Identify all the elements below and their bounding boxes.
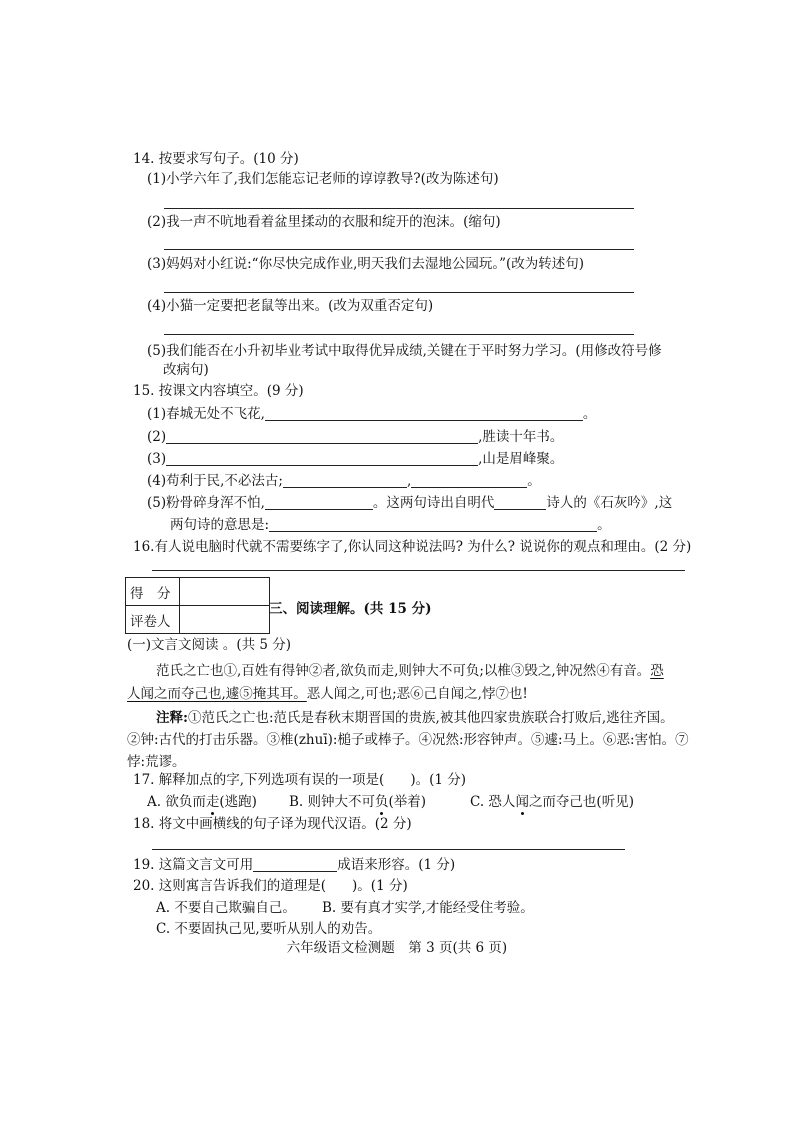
q20-option-a: A. 不要自己欺骗自己。	[156, 900, 296, 916]
answer-line[interactable]	[164, 208, 634, 209]
fill-blank[interactable]	[411, 473, 527, 488]
q20-option-b: B. 要有真才实学,才能经受住考验。	[322, 900, 534, 916]
q14-title: 14. 按要求写句子。(10 分)	[133, 151, 299, 167]
notes-line-3: 悖:荒谬。	[127, 754, 186, 770]
q15-item-1: (1)春城无处不飞花, 。	[147, 406, 597, 422]
q15-title: 15. 按课文内容填空。(9 分)	[133, 383, 304, 399]
score-box	[125, 577, 270, 634]
q14-item-5-cont: 改病句)	[163, 362, 209, 378]
fill-blank[interactable]	[166, 451, 478, 466]
notes-line-1: 注释:①范氏之亡也:范氏是春秋末期晋国的贵族,被其他四家贵族联合打败后,逃往齐国。	[156, 710, 674, 726]
q17-option-c: C. 恐人闻之而夺己也(听见)	[470, 794, 634, 810]
answer-line[interactable]	[152, 570, 685, 571]
q18-title: 18. 将文中画横线的句子译为现代汉语。(2 分)	[133, 816, 412, 832]
q14-item-1: (1)小学六年了,我们怎能忘记老师的谆谆教导?(改为陈述句)	[147, 171, 499, 187]
answer-line[interactable]	[164, 249, 634, 250]
q15-item-5: (5)粉骨碎身浑不怕, 。这两句诗出自明代 诗人的《石灰吟》,这	[147, 495, 673, 511]
q14-item-5: (5)我们能否在小升初毕业考试中取得优异成绩,关键在于平时努力学习。(用修改符号修	[147, 343, 662, 359]
answer-line[interactable]	[164, 292, 634, 293]
q15-item-3: (3) ,山是眉峰聚。	[147, 451, 564, 467]
q17-title: 17. 解释加点的字,下列选项有误的一项是( )。(1 分)	[133, 772, 467, 788]
score-cell[interactable]	[180, 578, 270, 606]
q19-text: 19. 这篇文言文可用 成语来形容。(1 分)	[133, 857, 456, 873]
q16-text: 16.有人说电脑时代就不需要练字了,你认同这种说法吗? 为什么? 说说你的观点和理由。(2 分)	[133, 539, 692, 555]
score-label: 得 分	[126, 578, 180, 606]
grader-cell[interactable]	[180, 606, 270, 634]
notes-line-2: ②钟:古代的打击乐器。③椎(zhuī):槌子或棒子。④况然:形容钟声。⑤遽:马上。⑥恶:害怕。⑦	[127, 732, 689, 748]
page-footer: 六年级语文检测题 第 3 页(共 6 页)	[286, 940, 508, 956]
q20-title: 20. 这则寓言告诉我们的道理是( )。(1 分)	[133, 878, 408, 894]
answer-line[interactable]	[164, 334, 634, 335]
q15-item-2: (2) ,胜读十年书。	[147, 429, 564, 445]
q17-option-a: A. 欲负而走(逃跑)	[147, 794, 257, 810]
fill-blank[interactable]	[265, 495, 373, 510]
fill-blank[interactable]	[253, 857, 337, 872]
fill-blank[interactable]	[166, 429, 478, 444]
reading-1-title: (一)文言文阅读 。(共 5 分)	[127, 637, 292, 653]
q14-item-2: (2)我一声不吭地看着盆里揉动的衣服和绽开的泡沫。(缩句)	[147, 214, 501, 230]
section-3-title: 三、阅读理解。(共 15 分)	[269, 601, 432, 617]
q15-item-4: (4)苟利于民,不必法古; , 。	[147, 473, 541, 489]
q14-item-3: (3)妈妈对小红说:“你尽快完成作业,明天我们去湿地公园玩。”(改为转述句)	[147, 256, 585, 272]
fill-blank[interactable]	[494, 495, 546, 510]
answer-line[interactable]	[152, 849, 625, 850]
fill-blank[interactable]	[283, 473, 407, 488]
q14-item-4: (4)小猫一定要把老鼠等出来。(改为双重否定句)	[147, 298, 434, 314]
fill-blank[interactable]	[269, 517, 597, 532]
grader-label: 评卷人	[126, 606, 180, 634]
q15-item-5-cont: 两句诗的意思是: 。	[170, 517, 611, 533]
fill-blank[interactable]	[265, 406, 583, 421]
q17-option-b: B. 则钟大不可负(举着)	[289, 794, 427, 810]
q20-option-c: C. 不要固执己见,要听从别人的劝告。	[156, 921, 382, 937]
passage-line-1: 范氏之亡也①,百姓有得钟②者,欲负而走,则钟大不可负;以椎③毁之,钟况然④有音。恐	[156, 663, 664, 679]
passage-line-2: 人闻之而夺己也,遽⑤掩其耳。恶人闻之,可也;恶⑥己自闻之,悖⑦也!	[127, 686, 528, 702]
